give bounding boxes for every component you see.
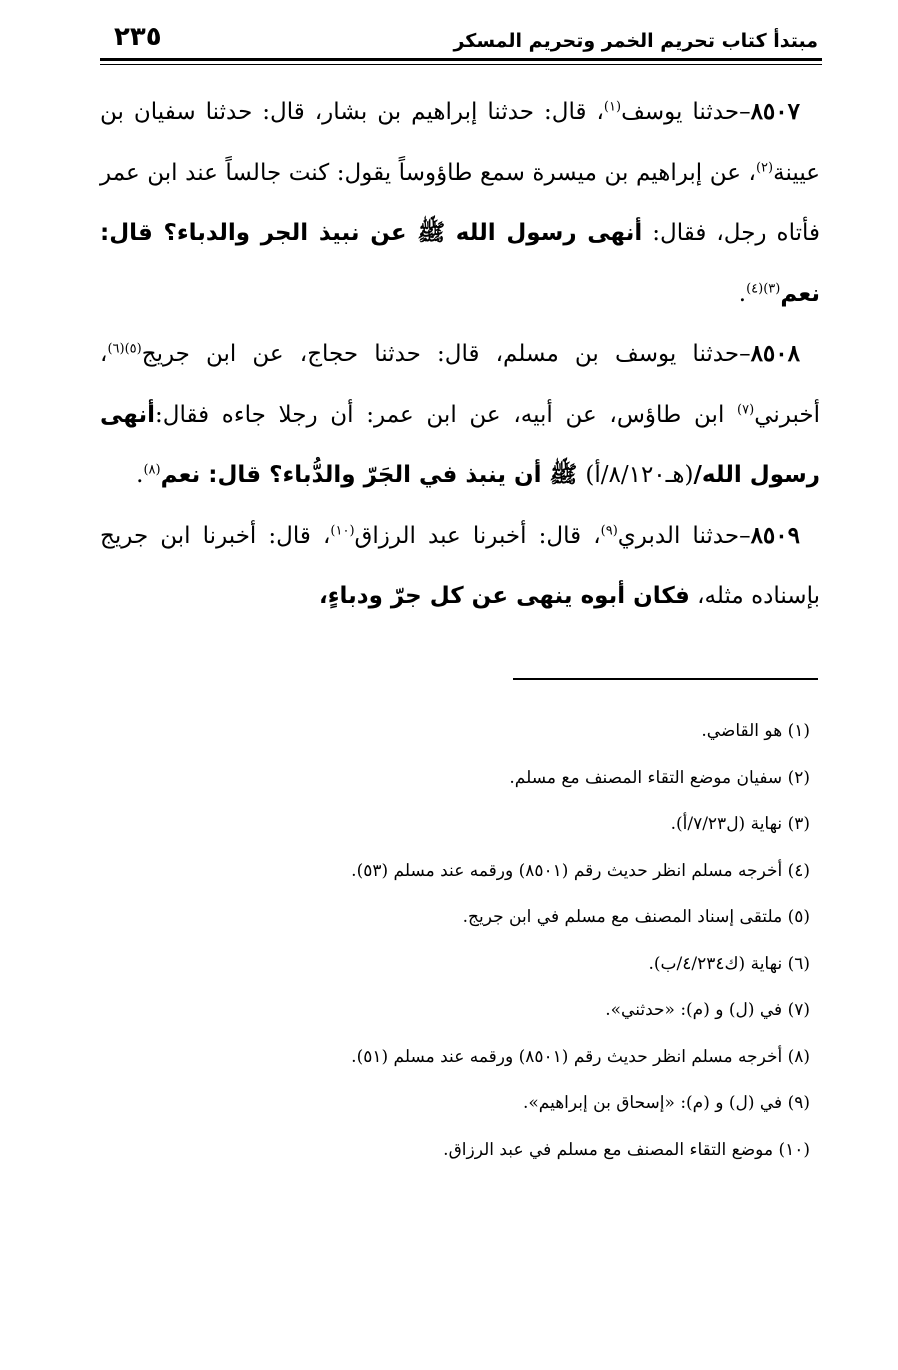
hadith-text: –حدثنا الدبري (617, 522, 751, 549)
hadith-matn: ﷺ أن ينبذ في الجَرّ والدُّباء؟ قال: نعم (160, 462, 586, 488)
footnote: (٥) ملتقى إسناد المصنف مع مسلم في ابن جريج. (462, 907, 810, 927)
footnote-marker: (٩) (600, 522, 618, 538)
hadith-8508 (100, 324, 820, 506)
footnote: (٨) أخرجه مسلم انظر حديث رقم (٨٥٠١) ورقمه عند مسلم (٥١). (351, 1046, 810, 1067)
footnote-marker: (٨) (143, 462, 161, 478)
hadith-text: ، قال: أخبرنا عبد الرزاق (354, 522, 601, 549)
footnote-marker: (٣)(٤) (746, 280, 781, 296)
hadith-text: ، أخبرني (100, 341, 820, 428)
running-title: مبتدأ كتاب تحريم الخمر وتحريم المسكر (453, 30, 818, 52)
header-rule (100, 58, 822, 61)
page-number: ٢٣٥ (114, 22, 162, 52)
hadith-end: . (136, 462, 144, 488)
hadith-text: ، قال: أخبرنا ابن جريج بإسناده مثله، (100, 522, 820, 609)
footnote: (٤) أخرجه مسلم انظر حديث رقم (٨٥٠١) ورقمه عند مسلم (٥٣). (351, 860, 810, 881)
footnote: (٦) نهاية (ك٤/٢٣٤/ب). (648, 953, 810, 974)
footnote: (٣) نهاية (ل٧/٢٣/أ). (670, 814, 810, 834)
hadith-matn: أنهى رسول الله/ (100, 401, 820, 488)
hadith-end: . (738, 280, 747, 307)
footnote: (١٠) موضع التقاء المصنف مع مسلم في عبد الرزاق. (443, 1139, 810, 1160)
footnote-marker: (١) (603, 99, 622, 115)
footnote: (٧) في (ل) و (م): «حدثني». (605, 1000, 810, 1020)
header-rule-thin (100, 64, 822, 65)
hadith-text: –حدثنا يوسف بن مسلم، قال: حدثنا حجاج، عن ابن جريج (141, 341, 751, 367)
footnote-marker: (٢) (755, 159, 774, 175)
hadith-number: ٨٥٠٧ (750, 98, 800, 125)
main-text (100, 82, 820, 627)
hadith-text: ابن طاؤس، عن أبيه، عن ابن عمر: أن رجلا جاءه فقال: (154, 401, 738, 428)
hadith-text: –حدثنا يوسف (621, 99, 751, 125)
footnote-marker: (٥)(٦) (107, 341, 142, 357)
footnote: (٢) سفيان موضع التقاء المصنف مع مسلم. (509, 767, 810, 788)
hadith-8509 (100, 506, 820, 627)
footnote: (٩) في (ل) و (م): «إسحاق بن إبراهيم». (522, 1093, 810, 1113)
manuscript-ref: (هـ٨/١٢٠/أ) (585, 462, 694, 488)
hadith-8507 (100, 82, 820, 324)
footnote-separator (513, 678, 818, 680)
hadith-text: ، عن إبراهيم بن ميسرة سمع طاؤوساً يقول: كنت جالساً عند ابن عمر فأتاه رجل، فقال: (100, 159, 820, 246)
footnote-marker: (٧) (737, 401, 755, 417)
footnote: (١) هو القاضي. (701, 721, 810, 741)
page-header (100, 22, 822, 62)
hadith-number: ٨٥٠٨ (750, 340, 800, 367)
hadith-matn: أنهى رسول الله ﷺ عن نبيذ الجر والدباء؟ قال: نعم (100, 220, 820, 307)
hadith-text: ، قال: حدثنا إبراهيم بن بشار، قال: حدثنا سفيان بن عيينة (100, 99, 820, 186)
hadith-number: ٨٥٠٩ (750, 521, 800, 549)
footnote-marker: (١٠) (330, 522, 355, 538)
hadith-matn: فكان أبوه ينهى عن كل جرّ ودباءٍ، (319, 583, 690, 609)
footnotes (100, 708, 816, 1173)
